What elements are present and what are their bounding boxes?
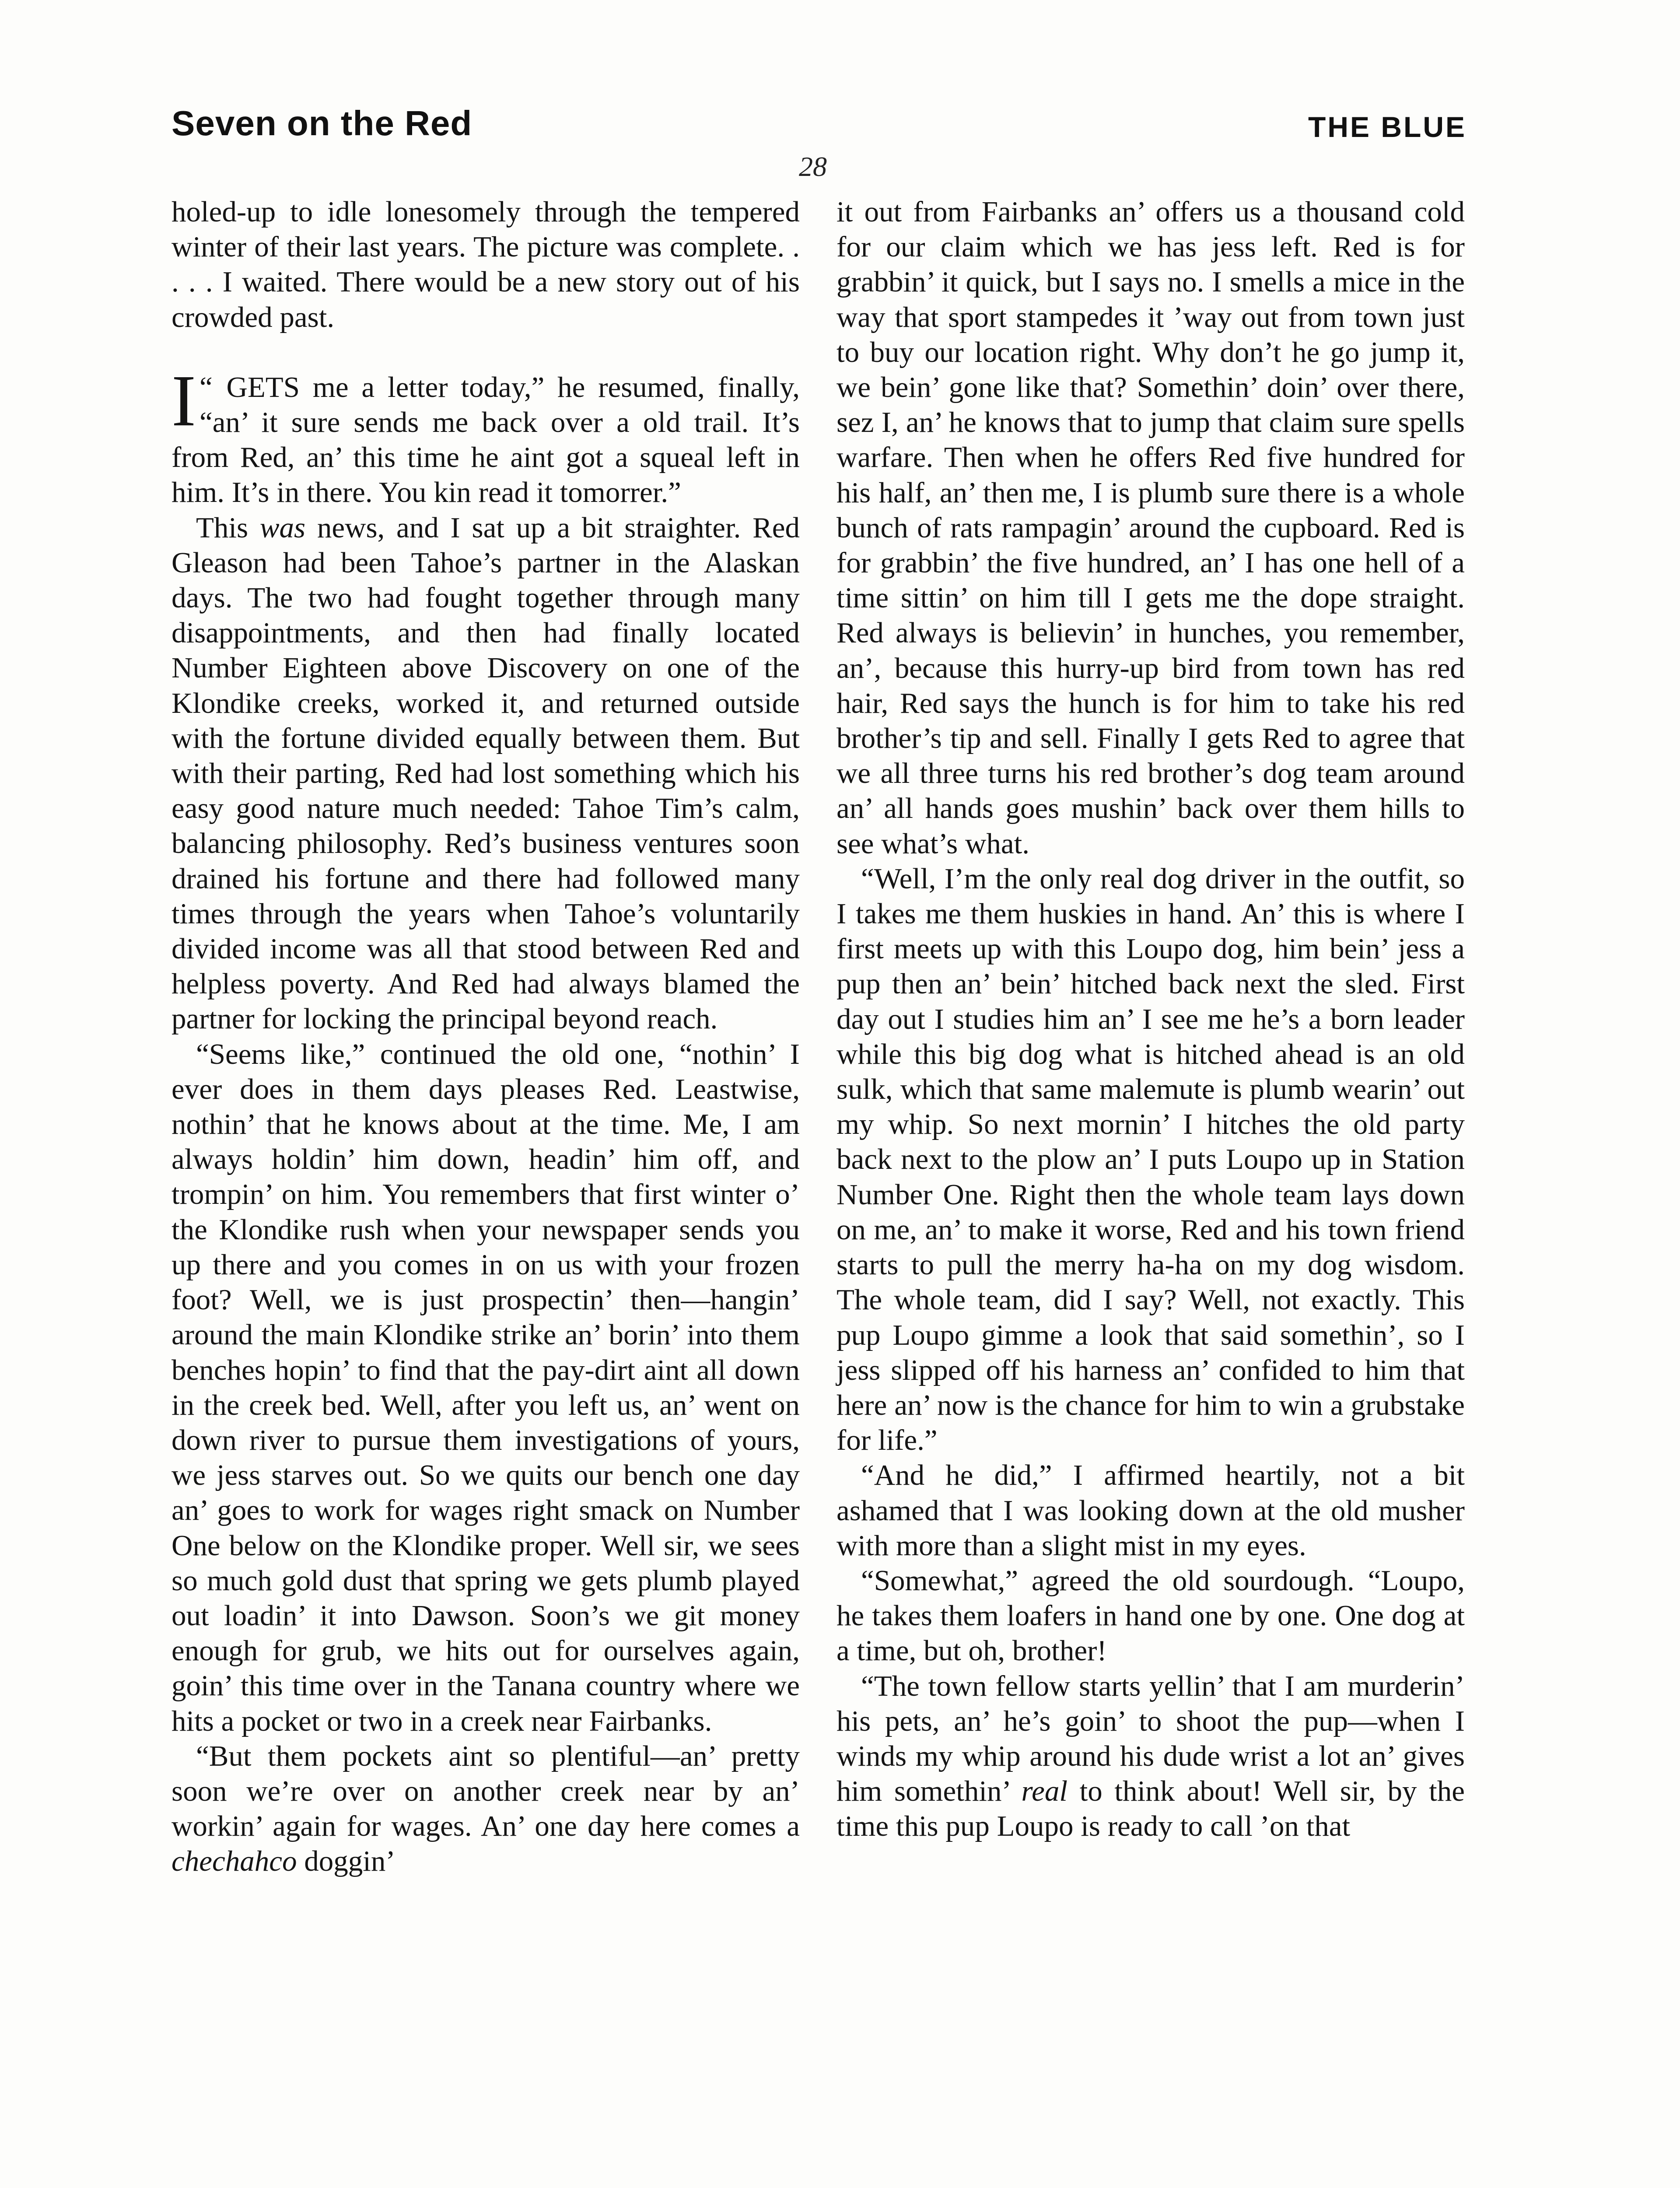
paragraph-text: news, and I sat up a bit straighter. Red Gleason had been Tahoe’s partner in the Alaskan days. The two had fought together through many disappointments, and then had finally located Number Eighteen above Discovery on one of the Klondike creeks, worked it, and returned outside with the fortune divided equally between them. But with their parting, Red had lost something which his easy good nature much needed: Tahoe Tim’s calm, balancing philosophy. Red’s business ventures soon drained his fortune and there had followed many times through the years when Tahoe’s voluntarily divided income was all that stood between Red and helpless poverty. And Red had always blamed the partner for locking the principal beyond reach. <box>172 511 800 1035</box>
paragraph <box>836 1669 1465 1844</box>
paragraph-text: doggin’ <box>297 1845 396 1878</box>
right-column <box>836 194 1465 1844</box>
dropcap-paragraph <box>172 360 800 510</box>
paragraph <box>172 1739 800 1879</box>
paragraph-text: to think about! Well sir, by the time this pup Loupo is ready to call ’on that <box>836 1775 1465 1843</box>
paragraph: holed-up to idle lonesomely through the tempered winter of their last years. The picture was complete. . . . . I waited. There would be a new story out of his crowded past. <box>172 196 800 333</box>
emphasis: chechahco <box>172 1845 297 1878</box>
paragraph-text: “But them pockets aint so plentiful—an’ pretty soon we’re over on another creek near by an’ workin’ again for wages. An’ one day here comes a <box>172 1739 800 1843</box>
paragraph: “Seems like,” continued the old one, “nothin’ I ever does in them days pleases Red. Leastwise, nothin’ that he knows about at the time. Me, I am always holdin’ him down, headin’ him off, and trompin’ on him. You remembers that first winter o’ the Klondike rush when your newspaper sends you up there and you comes in on us with your frozen foot? Well, we is just prospectin’ then—hangin’ around the main Klondike strike an’ borin’ into them benches hopin’ to find that the pay-dirt aint all down in the creek bed. Well, after you left us, an’ went on down river to pursue them investigations of yours, we jess starves out. So we quits our bench one day an’ goes to work for wages right smack on Number One below on the Klondike proper. Well sir, we sees so much gold dust that spring we gets plumb played out loadin’ it into Dawson. Soon’s we git money enough for grub, we hits out for ourselves again, goin’ this time over in the Tanana country where we hits a pocket or two in a creek near Fairbanks. <box>172 1038 800 1737</box>
paragraph <box>172 510 800 1037</box>
story-title: Seven on the Red <box>172 104 472 143</box>
paragraph-text: This <box>196 511 260 544</box>
paragraph: “Well, I’m the only real dog driver in the outfit, so I takes me them huskies in hand. An’ this is where I first meets up with this Loupo dog, him bein’ jess a pup then an’ bein’ hitched back next the sled. First day out I studies him an’ I see me he’s a born leader while this big dog what is hitched ahead is an old sulk, which that same malemute is plumb wearin’ out my whip. So next mornin’ I hitches the old party back next to the plow an’ I puts Loupo up in Station Number One. Right then the whole team lays down on me, an’ to make it worse, Red and his town friend starts to pull the merry ha-ha on my dog wisdom. The whole team, did I say? Well, not exactly. This pup Loupo gimme a look that said somethin’, so I jess slipped off his harness an’ confided to him that here an’ now is the chance for him to win a grubstake for life.” <box>836 862 1465 1457</box>
paragraph: it out from Fairbanks an’ offers us a thousand cold for our claim which we has jess left. Red is for grabbin’ it quick, but I says no. I smells a mice in the way that sport stampedes it ’way out from town just to buy our location right. Why don’t he go jump it, we bein’ gone like that? Somethin’ doin’ over there, sez I, an’ he knows that to jump that claim sure spells warfare. Then when he offers Red five hundred for his half, an’ then me, I is plumb sure there is a whole bunch of rats rampagin’ around the cupboard. Red is for grabbin’ the five hundred, an’ I has one hell of a time sittin’ on him till I gets me the dope straight. Red always is believin’ in hunches, you remember, an’, because this hurry-up bird from town has red hair, Red says the hunch is for him to take his red brother’s tip and sell. Finally I gets Red to agree that we all three turns his red brother’s dog team around an’ all hands goes mushin’ back over them hills to see what’s what. <box>836 196 1465 860</box>
paragraph-text: GETS me a letter today,” he resumed, finally, “an’ it sure sends me back over a old trail. It’s from Red, an’ this time he aint got a squeal left in him. It’s in there. You kin read it tomorrer.” <box>172 371 800 509</box>
paragraph: “And he did,” I affirmed heartily, not a bit ashamed that I was looking down at the old musher with more than a slight mist in my eyes. <box>836 1459 1465 1562</box>
left-column <box>172 194 800 1879</box>
paragraph-text: “The town fellow starts yellin’ that I am murderin’ his pets, an’ he’s goin’ to shoot the pup—when I winds my whip around his dude wrist a lot an’ gives him somethin’ <box>836 1669 1465 1808</box>
open-quote: “ <box>199 371 213 403</box>
drop-cap: I <box>172 360 196 442</box>
page-number: 28 <box>799 151 827 182</box>
section-title: THE BLUE <box>1308 111 1466 143</box>
emphasis: was <box>259 511 306 544</box>
emphasis: real <box>1021 1775 1068 1808</box>
paragraph: “Somewhat,” agreed the old sourdough. “Loupo, he takes them loafers in hand one by one. One dog at a time, but oh, brother! <box>836 1564 1465 1667</box>
